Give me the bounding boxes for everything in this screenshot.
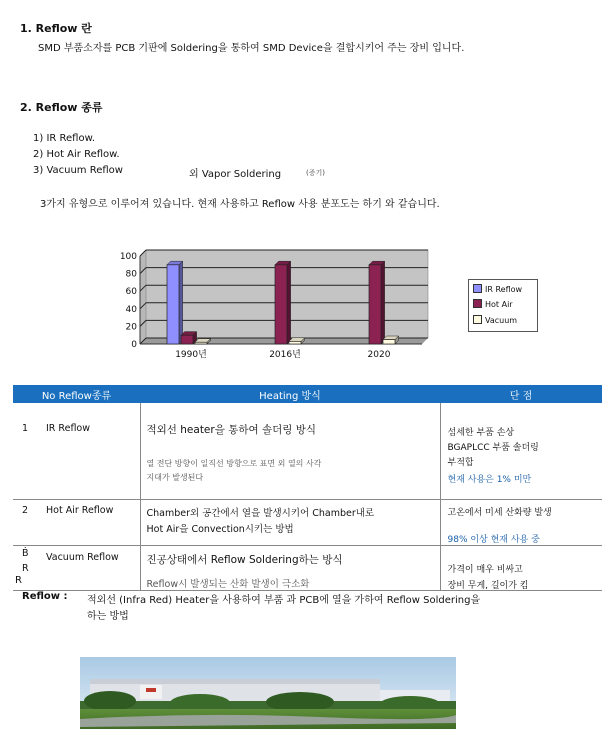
legend-swatch (473, 284, 482, 293)
table-header-row (13, 385, 602, 403)
cons-text: BGAPLCC 부품 솔더링 (447, 443, 539, 453)
method-note: 열 전단 방향이 일직선 방향으로 표면 외 열의 사각 (146, 459, 322, 468)
row-number-mark: R (22, 562, 29, 574)
type-cell (13, 403, 140, 499)
bar-side (381, 261, 385, 344)
cons-cell (440, 545, 602, 590)
y-tick-label: 60 (125, 287, 137, 298)
reflow-type-item-note: (증기) (306, 169, 325, 177)
section-1-title: 1. Reflow 란 (20, 22, 92, 35)
method-cell (140, 499, 440, 545)
legend-label: IR Reflow (485, 285, 523, 294)
row-number: 1 (22, 423, 29, 434)
table-row (13, 545, 602, 590)
bar-side (179, 261, 183, 344)
legend-item (473, 315, 517, 325)
y-tick-label: 40 (125, 304, 137, 315)
definition-text: 하는 방법 (87, 611, 129, 622)
x-tick-label: 1990년 (175, 350, 207, 360)
legend-label: Vacuum (485, 316, 518, 325)
cons-text: 섬세한 부품 손상 (447, 428, 515, 438)
reflow-type-item: 1) IR Reflow. (33, 133, 96, 144)
column-header: 단 점 (440, 385, 602, 403)
y-tick-label: 0 (131, 340, 137, 350)
method-cell (140, 545, 440, 590)
section-1-body: SMD 부품소자를 PCB 기판에 Soldering을 통하여 SMD Device을 결합시키어 주는 장비 입니다. (38, 43, 465, 54)
y-tick-label: 20 (125, 322, 137, 333)
chart-legend (468, 279, 538, 332)
reflow-type-name: IR Reflow (46, 423, 91, 434)
reflow-distribution-chart (112, 242, 442, 360)
reflow-type-item-suffix: 외 Vapor Soldering (189, 169, 282, 180)
bar (383, 340, 395, 344)
cons-usage: 98% 이상 현재 사용 중 (447, 534, 540, 545)
reflow-type-name: Vacuum Reflow (46, 551, 119, 563)
method-note: Reflow시 발생되는 산화 발생이 극소화 (146, 578, 310, 590)
bar (289, 341, 301, 344)
reflow-comparison-table (13, 385, 602, 591)
trailing-mark: R (15, 575, 22, 586)
cons-usage: 현재 사용은 1% 미만 (447, 475, 532, 485)
legend-item (473, 299, 513, 309)
reflow-type-name: Hot Air Reflow (46, 504, 114, 516)
bar (369, 265, 381, 344)
table-row (13, 499, 602, 545)
method-text: 적외선 heater을 통하여 솔더링 방식 (146, 424, 317, 436)
y-tick-label: 80 (125, 269, 137, 280)
legend-swatch (473, 299, 482, 308)
legend-swatch (473, 315, 482, 324)
definition-term: Reflow : (22, 591, 68, 602)
legend-label: Hot Air (485, 300, 513, 309)
section-2-summary: 3가지 유형으로 이루어져 있습니다. 현재 사용하고 Reflow 사용 분포도는 하기 와 같습니다. (40, 199, 440, 210)
method-text: 진공상태에서 Reflow Soldering하는 방식 (146, 553, 343, 566)
legend-item (473, 284, 522, 294)
type-cell (13, 545, 140, 590)
cons-text: 가격이 매우 비싸고 (447, 564, 523, 575)
table-row (13, 403, 602, 499)
bar (181, 335, 193, 344)
chart-side-wall (140, 250, 146, 344)
bar (195, 342, 207, 344)
reflow-type-item: 2) Hot Air Reflow. (33, 149, 120, 160)
method-text: Chamber외 공간에서 열을 발생시키어 Chamber내로 (146, 507, 375, 519)
row-number: 2 (22, 504, 29, 516)
type-cell (13, 499, 140, 545)
y-tick-label: 100 (119, 252, 137, 262)
cons-text: 장비 무게, 길이가 킴 (447, 580, 529, 591)
bar (275, 265, 287, 344)
method-text: Hot Air을 Convection시키는 방법 (146, 523, 294, 535)
cons-text: 부적합 (447, 458, 474, 468)
method-note: 지대가 발생된다 (146, 473, 204, 482)
definition-text: 적외선 (Infra Red) Heater을 사용하여 부품 과 PCB에 열을 가하여 Reflow Soldering을 (87, 595, 481, 606)
reflow-type-item: 3) Vacuum Reflow (33, 165, 123, 176)
column-header: No Reflow종류 (13, 385, 140, 403)
x-tick-label: 2016년 (269, 350, 301, 360)
row-number: Ḃ (22, 547, 29, 559)
factory-photo (80, 657, 456, 729)
x-tick-label: 2020 (367, 350, 391, 360)
column-header: Heating 방식 (140, 385, 440, 403)
cons-text: 고온에서 미세 산화량 발생 (447, 507, 552, 518)
method-cell (140, 403, 440, 499)
section-2-title: 2. Reflow 종류 (20, 101, 103, 114)
cons-cell (440, 499, 602, 545)
bar-side (287, 261, 291, 344)
bar (167, 265, 179, 344)
cons-cell (440, 403, 602, 499)
